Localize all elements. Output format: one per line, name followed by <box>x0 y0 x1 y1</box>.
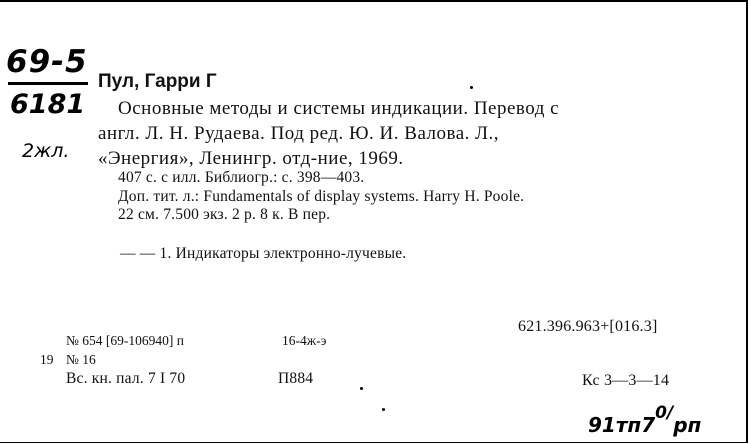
chamber-code: П884 <box>278 370 314 387</box>
card-code: 16-4ж-э <box>282 333 327 348</box>
bottom-note-tail: рп <box>673 413 702 437</box>
description-line-2: Доп. тит. л.: Fundamentals of display systems. Harry H. Poole. <box>118 188 525 205</box>
year-number: № 16 <box>66 352 96 367</box>
bottom-note-sup: 0/ <box>655 403 674 423</box>
call-number-top: 69-5 <box>6 44 88 80</box>
subject-heading: — — 1. Индикаторы электронно-лучевые. <box>120 245 407 262</box>
title-line-1: Основные методы и системы индикации. Перевод с <box>118 98 560 119</box>
chamber-line: Вс. кн. пал. 7 I 70 <box>66 370 186 387</box>
author-heading: Пул, Гарри Г <box>98 71 217 92</box>
title-line-3: «Энергия», Ленингр. отд-ние, 1969. <box>98 148 404 169</box>
description-line-3: 22 см. 7.500 экз. 2 р. 8 к. В пер. <box>118 206 331 223</box>
bottom-note <box>588 403 702 437</box>
scan-speck <box>360 387 363 390</box>
year-prefix: 19 <box>40 352 54 367</box>
price-code: Кс 3—3—14 <box>582 372 670 389</box>
classification-number: 621.396.963+[016.3] <box>518 318 658 335</box>
call-number-bottom: 6181 <box>10 89 86 120</box>
call-number-underline <box>8 82 88 85</box>
title-line-2: англ. Л. Н. Рудаева. Под ред. Ю. И. Валова. Л., <box>98 123 500 144</box>
card-number: № 654 [69-106940] п <box>66 333 184 348</box>
margin-note: 2жл. <box>22 140 70 162</box>
bottom-note-main: 91тп7 <box>588 413 656 437</box>
description-line-1: 407 с. с илл. Библиогр.: с. 398—403. <box>118 169 365 186</box>
scan-speck <box>470 86 473 89</box>
scan-speck <box>382 408 385 411</box>
